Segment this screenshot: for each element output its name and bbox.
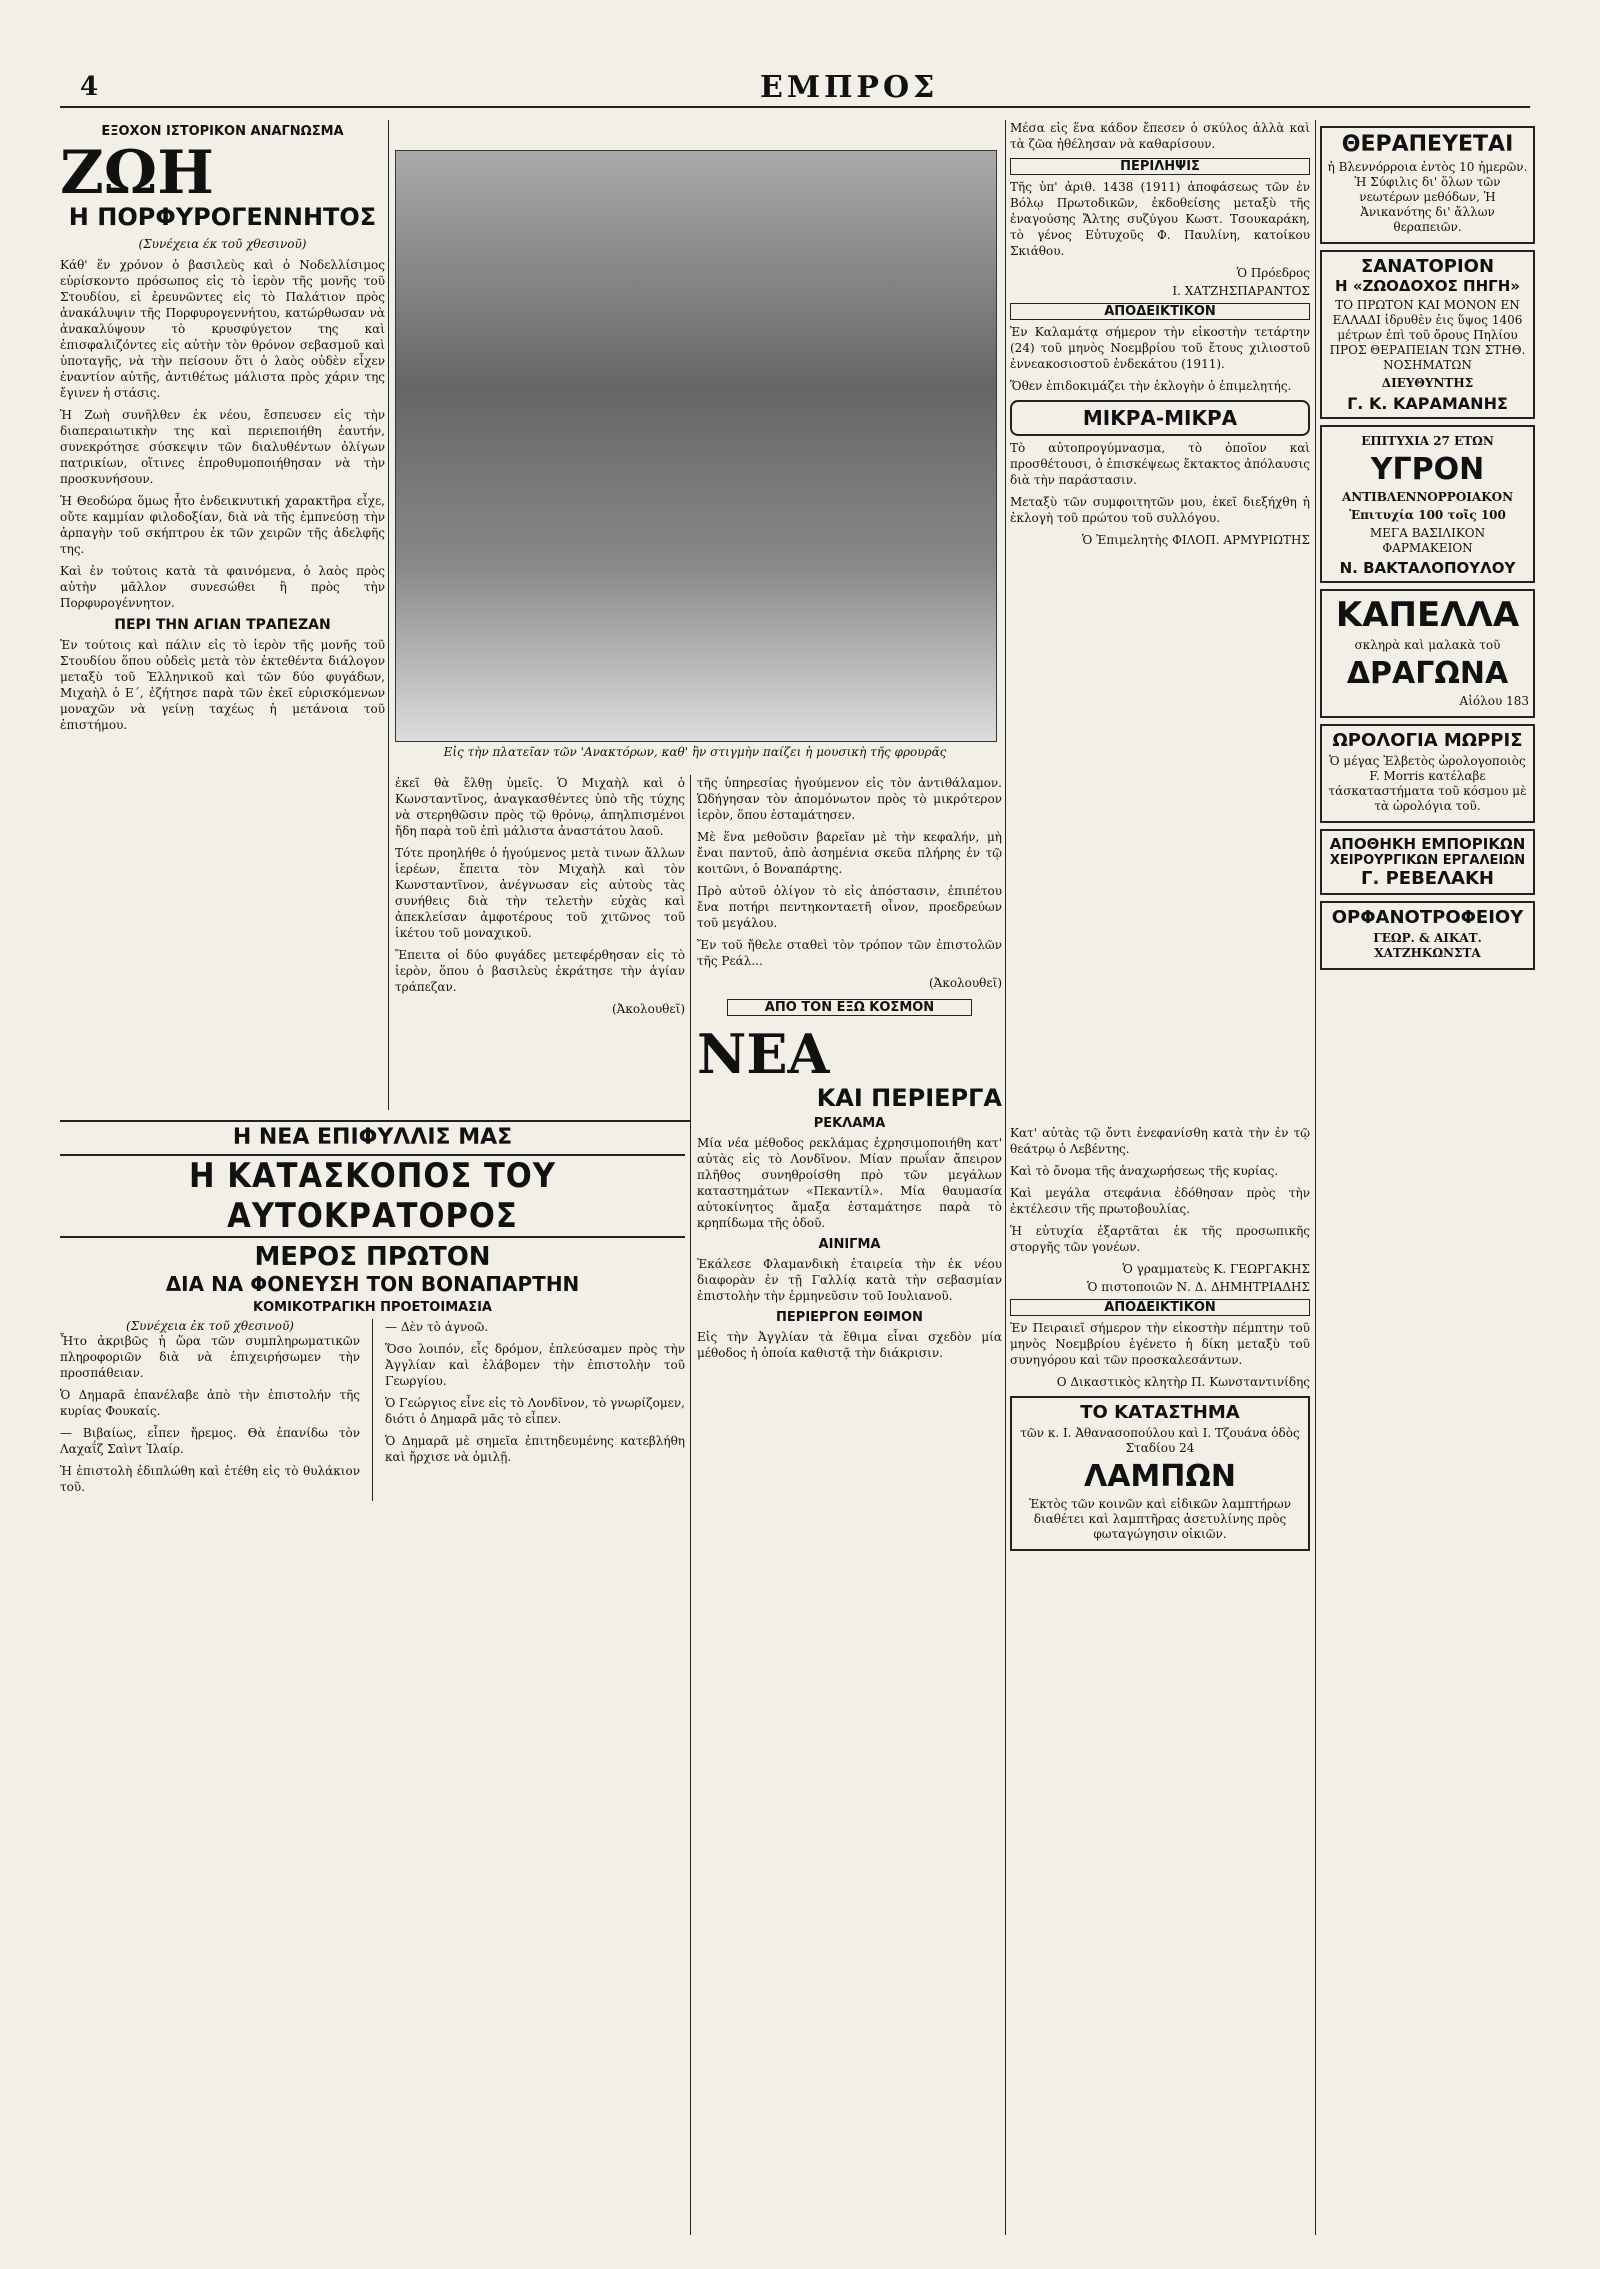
ad-heading: ΤΟ ΚΑΤΑΣΤΗΜΑ [1080, 1402, 1240, 1423]
column-rule [372, 1319, 373, 1501]
hat-ad [1320, 589, 1535, 718]
item-heading: ΑΙΝΙΓΜΑ [818, 1237, 881, 1252]
column-advertisements [1320, 120, 1535, 2235]
paragraph: τῆς ὑπηρεσίας ἡγούμενον εἰς τὸν ἀντιθάλαμον. Ὡδήγησαν τὸν ἀπομόνωτον πρὸς τὸ μικρότερον ἱερὸν, ὅπου ἐσταμάτησεν. [697, 776, 1002, 822]
signature: Ὁ γραμματεὺς Κ. ΓΕΩΡΓΑΚΗΣ [1122, 1262, 1310, 1276]
serial-title: ΖΩΗ [60, 138, 214, 208]
ad-name: Ν. ΒΑΚΤΑΛΟΠΟΥΛΟΥ [1339, 559, 1516, 577]
paragraph: Ἐν τούτοις καὶ πάλιν εἰς τὸ ἱερὸν τῆς μονῆς τοῦ Στουδίου ὅπου οὐδεὶς μετὰ τὸν ἐκτεθέντα διάλογον μεταξὺ τοῦ Ἑλληνικοῦ καὶ τῶν δύο φυγάδων, Μιχαὴλ ὁ Ε΄, ἐζήτησε παρὰ τῶν ἐκεῖ εὑρισκόμενων μοναχῶν νὰ γείνῃ ταχέως ἡ μετάνοια τοῦ ἐπιστήμου. [60, 638, 385, 732]
section-heading: ΜΙΚΡΑ-ΜΙΚΡΑ [1010, 400, 1310, 436]
section-rule [60, 1120, 690, 1122]
continuation-note: (Συνέχεια ἐκ τοῦ χθεσινοῦ) [126, 1319, 294, 1333]
column-notices-lower [1010, 1125, 1310, 2235]
watch-ad [1320, 724, 1535, 823]
feuilleton-subtitle: ΔΙΑ ΝΑ ΦΟΝΕΥΣΗ ΤΟΝ ΒΟΝΑΠΑΡΤΗΝ [165, 1272, 580, 1296]
ad-kicker: ΕΠΙΤΥΧΙΑ 27 ΕΤΩΝ [1361, 434, 1494, 448]
column-news [697, 775, 1002, 2235]
sanatorium-ad [1320, 250, 1535, 419]
paragraph: Μία νέα μέθοδος ρεκλάμας ἐχρησιμοποιήθη κατ' αὐτὰς εἰς τὸ Λονδῖνον. Μίαν πρωΐαν ἄπειρον πλῆθος συνηθροίσθη πρὸ τῶν μεγάλων καταστημάτων «Πεκαντίλ». Μία θαυμασία αὐτοκίνητος ἄμαξα ἐσταμάτησε παρὰ τὸ κρηπίδωμα τῆς ὁδοῦ. [697, 1136, 1002, 1230]
serial-feuilleton [60, 1125, 685, 2235]
feuilleton-right-column [385, 1319, 685, 1501]
paragraph: Ἡ εὐτυχία ἐξαρτᾶται ἐκ τῆς προσωπικῆς στοργῆς τῶν γονέων. [1010, 1224, 1310, 1254]
paragraph: Ἡ Θεοδώρα ὅμως ἦτο ἐνδεικνυτική χαρακτῆρα εἶχε, οὔτε καμμίαν φιλοδοξίαν, διὰ νὰ τῆς ἐμπνεύσῃ τὴν ἁρπαγὴν τοῦ σκήπτρου ἐκ τῶν χειρῶν τῆς ἀδελφῆς της. [60, 494, 385, 556]
ad-heading: ΑΠΟΘΗΚΗ ΕΜΠΟΡΙΚΩΝ [1329, 835, 1526, 853]
paragraph: ἐκεῖ θὰ ἔλθῃ ὑμεῖς. Ὁ Μιχαὴλ καὶ ὁ Κωνσταντῖνος, ἀναγκασθέντες ὑπὸ τῆς τύχης νὰ στερηθῶσιν πρὸς τῷ θρόνῳ, ἀπηλπισμένοι ἤδη παρὰ τοῦ ἐπὶ μάλιστα ἀναστάτου λαοῦ. [395, 776, 685, 838]
signature-name: Ι. ΧΑΤΖΗΣΠΑΡΑΝΤΟΣ [1172, 284, 1310, 298]
ad-text: Ὁ μέγας Ἐλβετὸς ὡρολογοποιὸς F. Morris κατέλαβε τάσκαταστήματα τοῦ κόσμου μὲ τὰ ὡρολόγια τοῦ. [1328, 754, 1527, 813]
item-heading: ΠΕΡΙΕΡΓΟΝ ΕΘΙΜΟΝ [776, 1310, 923, 1325]
newspaper-title: ΕΜΠΡΟΣ [760, 70, 939, 105]
ad-text: Ἐκτὸς τῶν κοινῶν καὶ εἰδικῶν λαμπτήρων διαθέτει καὶ λαμπτῆρας ἀσετυλίνης πρὸς φωταγώγησιν οἰκιῶν. [1028, 1497, 1291, 1541]
paragraph: Μὲ ἕνα μεθοῦσιν βαρεῖαν μὲ τὴν κεφαλήν, μὴ ἔναι παντοῦ, ἀπὸ ἀσημένια σκεῦα πλήρης ἐν τῷ κοιτῶνι, ὁ Βοναπάρτης. [697, 830, 1002, 876]
paragraph: — Βιβαίως, εἶπεν ἤρεμος. Θὰ ἐπανίδω τὸν Λαχαΐζ Σαὶντ Ἰλαίρ. [60, 1426, 360, 1456]
news-subheading: ΚΑΙ ΠΕΡΙΕΡΓΑ [816, 1084, 1002, 1112]
paragraph: Μέσα εἰς ἕνα κάδον ἔπεσεν ὁ σκύλος ἀλλὰ καὶ τὰ ζῶα ἠθέλησαν νὰ καθαρίσουν. [1010, 121, 1310, 151]
paragraph: Κατ' αὐτὰς τῷ ὄντι ἐνεφανίσθη κατὰ τὴν ἐν τῷ θεάτρῳ ὁ Λεβέντης. [1010, 1126, 1310, 1156]
page-number: 4 [80, 72, 99, 102]
feuilleton-chapter: ΚΟΜΙΚΟΤΡΑΓΙΚΗ ΠΡΟΕΤΟΙΜΑΣΙΑ [253, 1300, 492, 1315]
pharmacy-ad [1320, 425, 1535, 583]
column-rule [690, 775, 691, 2235]
ad-text: Ἐπιτυχία 100 τοῖς 100 [1349, 508, 1506, 522]
surgical-ad [1320, 829, 1535, 895]
ad-heading: ΥΓΡΟΝ [1370, 452, 1485, 487]
ad-doctor: Γ. Κ. ΚΑΡΑΜΑΝΗΣ [1347, 394, 1508, 413]
ad-text: ΤΟ ΠΡΩΤΟΝ ΚΑΙ ΜΟΝΟΝ ΕΝ ΕΛΛΑΔΙ ἱδρυθὲν ἐις ὕψος 1406 μέτρων ἐπὶ τοῦ ὄρους Πηλίου ΠΡΟΣ ΘΕΡΑΠΕΙΑΝ ΤΩΝ ΣΤΗΘ. ΝΟΣΗΜΑΤΩΝ [1329, 298, 1526, 372]
paragraph: Ὁ Δημαρᾶ μὲ σημεῖα ἐπιτηδευμένης κατεβλήθη καὶ ἤρχισε νὰ ὁμιλῇ. [385, 1434, 685, 1464]
paragraph: Ἡ Ζωὴ συνῆλθεν ἐκ νέου, ἔσπευσεν εἰς τὴν διαπεραιωτικὴν της καὶ περιεποιήθη ἑαυτήν, συνεκρότησε σύσκεψιν τῶν διαλυθέντων ὀλίγων πατρικίων, οἵτινες ἐπροθυμοποιήθησαν νὰ τὴν προσκυνήσουν. [60, 408, 385, 486]
ad-address: Αἰόλου 183 [1459, 694, 1529, 708]
item-heading: ΡΕΚΛΑΜΑ [813, 1116, 886, 1131]
ad-name: ΓΕΩΡ. & ΑΙΚΑΤ. ΧΑΤΖΗΚΩΝΣΤΑ [1373, 931, 1482, 960]
ad-product: ΛΑΜΠΩΝ [1083, 1459, 1236, 1494]
ad-text: ἡ Βλεννόρροια ἐντὸς 10 ἡμερῶν. Ἡ Σύφιλις δι' ὅλων τῶν νεωτέρων μεθόδων, Ἡ Ἀνικανότης δι' ἄλλων θεραπειῶν. [1327, 160, 1528, 234]
section-heading: ΠΕΡΙ ΤΗΝ ΑΓΙΑΝ ΤΡΑΠΕΖΑΝ [114, 617, 331, 633]
paragraph: Τῆς ὑπ' ἀριθ. 1438 (1911) ἀποφάσεως τῶν ἐν Βόλῳ Πρωτοδικῶν, ἐκδοθείσης μεταξὺ τῆς ἐναγούσης Ἄλτης συζύγου Κωστ. Τσουκαράκη, τὸ γένος Εὐτυχοῦς Φ. Παυλίνη, κατοίκου Σκιάθου. [1010, 180, 1310, 258]
to-be-continued: (Ἀκολουθεῖ) [611, 1002, 685, 1016]
ad-name: Γ. ΡΕΒΕΛΑΚΗ [1361, 868, 1494, 889]
paragraph: Εἰς τὴν Ἀγγλίαν τὰ ἔθιμα εἶναι σχεδὸν μία μέθοδος ἡ ὁποία καθιστᾷ τὴν διάκρισιν. [697, 1330, 1002, 1360]
column-rule [1005, 120, 1006, 2235]
serial-subtitle: Η ΠΟΡΦΥΡΟΓΕΝΝΗΤΟΣ [68, 203, 377, 231]
ad-director-label: ΔΙΕΥΘΥΝΤΗΣ [1381, 376, 1474, 390]
column-zoe [60, 120, 385, 1120]
feuilleton-part: ΜΕΡΟΣ ΠΡΩΤΟΝ [254, 1242, 491, 1272]
ad-name: Η «ΖΩΟΔΟΧΟΣ ΠΗΓΗ» [1335, 277, 1520, 295]
paragraph: Κάθ' ἕν χρόνον ὁ βασιλεὺς καὶ ὁ Νοδελλίσιμος εὑρίσκοντο πρόσωπος εἰς τὸ ἱερὸν τῆς μονῆς τοῦ Στουδίου, εἰ ἐρευνῶντες εἰς τὸ Παλάτιον πρὸς ἀνακάλυψιν τῆς Πορφυρογεννήτου, κατώρθωσαν νὰ ἀνακαλύψουν τὸ κρυσφύγετον της καὶ ἐπισφαλιζόντες εἰς αὐτὴν τὸν θρόνον σεβασμοῦ καὶ ὑποταγῆς, νὰ τὴν πείσουν ὅτι ὁ λαὸς οὐδὲν εἶχεν ἐναντίον αὐτῆς, ἀντιθέτως μάλιστα πρὸς χάριν της ἔγινεν ἡ στάσις. [60, 258, 385, 400]
signature: Ὁ πιστοποιῶν Ν. Δ. ΔΗΜΗΤΡΙΑΔΗΣ [1087, 1280, 1310, 1294]
ad-heading: ΘΕΡΑΠΕΥΕΤΑΙ [1341, 132, 1514, 157]
ad-heading: ΚΑΠΕΛΛΑ [1335, 595, 1520, 635]
to-be-continued: (Ἀκολουθεῖ) [928, 976, 1002, 990]
paragraph: Τὸ αὐτοπρογύμνασμα, τὸ ὁποῖον καὶ προσθέτουσι, ὁ ἐπισκέψεως ἔκτακτος ἀπόλαυσις διὰ τὴν παράστασιν. [1010, 441, 1310, 487]
paragraph: Ἐν Πειραιεῖ σήμερον τὴν εἰκοστὴν πέμπτην τοῦ μηνὸς Νοεμβρίου ἐγένετο ἡ δίκη μεταξὺ τοῦ συνηγόρου καὶ τῶν προσκαλεσάντων. [1010, 1321, 1310, 1367]
clinic-ad [1320, 126, 1535, 244]
paragraph: Ὅσο λοιπόν, εἶς δρόμον, ἐπλεύσαμεν πρὸς τὴν Ἀγγλίαν καὶ ἐλάβομεν τὴν ἐπιστολὴν τοῦ Γεωργίου. [385, 1342, 685, 1388]
shop-advertisement [1010, 1396, 1310, 1551]
paragraph: Ἦτο ἀκριβῶς ἡ ὥρα τῶν συμπληρωματικῶν πληροφοριῶν διὰ νὰ ἐπιχειρήσωμεν τὴν προσπάθειαν. [60, 1334, 360, 1380]
masthead [60, 70, 1530, 108]
feuilleton-left-column [60, 1319, 360, 1501]
ad-subheading: ΧΕΙΡΟΥΡΓΙΚΩΝ ΕΡΓΑΛΕΙΩΝ [1329, 853, 1526, 868]
paragraph: Ἔπειτα οἱ δύο φυγάδες μετεφέρθησαν εἰς τὸ ἱερὸν, ὅπου ὁ βασιλεὺς ἐκράτησε τὴν ἁγίαν τράπεζαν. [395, 948, 685, 994]
signature: Ο Δικαστικὸς κλητὴρ Π. Κωνσταντινίδης [1056, 1375, 1310, 1389]
column-rule [1315, 120, 1316, 2235]
signature-title: Ὁ Πρόεδρος [1236, 266, 1310, 280]
notice-heading: ΑΠΟΔΕΙΚΤΙΚΟΝ [1010, 303, 1310, 320]
ad-subheading: σκληρὰ καὶ μαλακὰ τοῦ [1354, 638, 1501, 652]
ad-heading: ΣΑΝΑΤΟΡΙΟΝ [1360, 256, 1495, 277]
paragraph: Μεταξὺ τῶν συμφοιτητῶν μου, ἐκεῖ διεξήχθη ἡ ἐκλογὴ τοῦ πρώτου τοῦ συλλόγου. [1010, 495, 1310, 525]
paragraph: Καὶ τὸ ὄνομα τῆς ἀναχωρήσεως τῆς κυρίας. [1010, 1164, 1279, 1178]
paragraph: Καὶ μεγάλα στεφάνια ἐδόθησαν πρὸς τὴν ἐκτέλεσιν τῆς πρωτοβουλίας. [1010, 1186, 1310, 1216]
paragraph: Πρὸ αὐτοῦ ὀλίγον τὸ εἰς ἀπόστασιν, ἐπιπέτου ἔνα ποτήρι πεντηκονταετῆ οἶνον, προεδρεύων τοῦ μεγάλου. [697, 884, 1002, 930]
ad-address: τῶν κ. Ι. Ἀθανασοπούλου καὶ Ι. Τζουάνα ὁδὸς Σταδίου 24 [1020, 1426, 1300, 1455]
paragraph: Ἡ ἐπιστολὴ ἐδιπλώθη καὶ ἐτέθη εἰς τὸ θυλάκιον τοῦ. [60, 1464, 360, 1494]
column-notices [1010, 120, 1310, 1120]
news-photo [395, 150, 997, 742]
feuilleton-header: Η ΝΕΑ ΕΠΙΦΥΛΛΙΣ ΜΑΣ [232, 1125, 513, 1150]
paragraph: Ὅθεν ἐπιδοκιμάζει τὴν ἐκλογὴν ὁ ἐπιμελητής. [1010, 379, 1292, 393]
paragraph: Ἐν Καλαμάτᾳ σήμερον τὴν εἰκοστὴν τετάρτην (24) τοῦ μηνὸς Νοεμβρίου τοῦ ἔτους χιλιοστοῦ ἐννεακοσιοστοῦ ἑνδεκάτου (1911). [1010, 325, 1310, 371]
news-heading: ΝΕΑ [697, 1022, 830, 1086]
section-heading: ΠΕΡΙΛΗΨΙΣ [1010, 158, 1310, 175]
column-rule [388, 120, 389, 1110]
paragraph: Ἐκάλεσε Φλαμανδικὴ ἐταιρεία τὴν ἐκ νέου διαφορὰν ἐν τῇ Γαλλίᾳ κατὰ τὴν σεβασμίαν ἐπιστολὴν τὴν ἑρμηνεῦσιν τοῦ Ιουλιανοῦ. [697, 1257, 1002, 1303]
ad-heading: ΟΡΦΑΝΟΤΡΟΦΕΙΟΥ [1331, 907, 1524, 928]
feuilleton-title: Η ΚΑΤΑΣΚΟΠΟΣ ΤΟΥ ΑΥΤΟΚΡΑΤΟΡΟΣ [60, 1154, 685, 1238]
paragraph: Καὶ ἐν τούτοις κατὰ τὰ φαινόμενα, ὁ λαὸς πρὸς αὐτὴν μᾶλλον συνεσώθει ἢ πρὸς τὴν Πορφυρογέννητον. [60, 564, 385, 610]
continuation-note: (Συνέχεια έκ τοῦ χθεσινοῦ) [138, 237, 307, 251]
paragraph: Ἔν τοῦ ἤθελε σταθεὶ τὸν τρόπον τῶν ἐπιστολῶν τῆς Ρεάλ... [697, 938, 1002, 968]
ad-name: ΔΡΑΓΩΝΑ [1346, 656, 1509, 691]
signature: Ὁ Ἐπιμελητὴς ΦΙΛΟΠ. ΑΡΜΥΡΙΩΤΗΣ [1082, 533, 1310, 547]
paragraph: — Δὲν τὸ ἀγνοῶ. [385, 1320, 489, 1334]
paragraph: Ὁ Δημαρᾶ ἐπανέλαβε ἀπὸ τὴν ἐπιστολήν τῆς κυρίας Φουκαίς. [60, 1388, 360, 1418]
paragraph: Τότε προηλήθε ὁ ἡγούμενος μετὰ τινων ἄλλων ἱερέων, ἔπειτα τὸν Μιχαὴλ καὶ τὸν Κωνσταντῖνον, ἀνέγνωσαν εἰς αὐτοὺς τὰς συνήθεις διὰ τὴν τελετὴν εὐχὰς καὶ ἀπεκλείσαν ἀμφοτέρους τοῦ χιτῶνος τοῦ ἱκέτου τοῦ μοναχικοῦ. [395, 846, 685, 940]
ad-pharmacy: ΜΕΓΑ ΒΑΣΙΛΙΚΟΝ ΦΑΡΜΑΚΕΙΟΝ [1369, 526, 1486, 555]
ad-subheading: ΑΝΤΙΒΛΕΝΝΟΡΡΟΙΑΚΟΝ [1341, 490, 1514, 504]
section-heading: ΑΠΟ ΤΟΝ ΕΞΩ ΚΟΣΜΟΝ [727, 999, 972, 1016]
paragraph: Ὁ Γεώργιος εἶνε εἰς τὸ Λονδῖνον, τὸ γνωρίζομεν, διότι ὁ Δημαρᾶ μᾶς τὸ εἶπεν. [385, 1396, 685, 1426]
column-continuation [395, 775, 685, 1110]
notice-heading: ΑΠΟΔΕΙΚΤΙΚΟΝ [1010, 1299, 1310, 1316]
ad-heading: ΩΡΟΛΟΓΙΑ ΜΩΡΡΙΣ [1332, 730, 1523, 751]
serial-kicker: ΕΞΟΧΟΝ ΙΣΤΟΡΙΚΟΝ ΑΝΑΓΝΩΣΜΑ [101, 124, 344, 139]
photo-caption: Εἰς τὴν πλατεῖαν τῶν 'Ανακτόρων, καθ' ἣν στιγμὴν παίζει ἡ μουσικὴ τῆς φρουρᾶς [443, 745, 947, 759]
orphanage-ad [1320, 901, 1535, 970]
